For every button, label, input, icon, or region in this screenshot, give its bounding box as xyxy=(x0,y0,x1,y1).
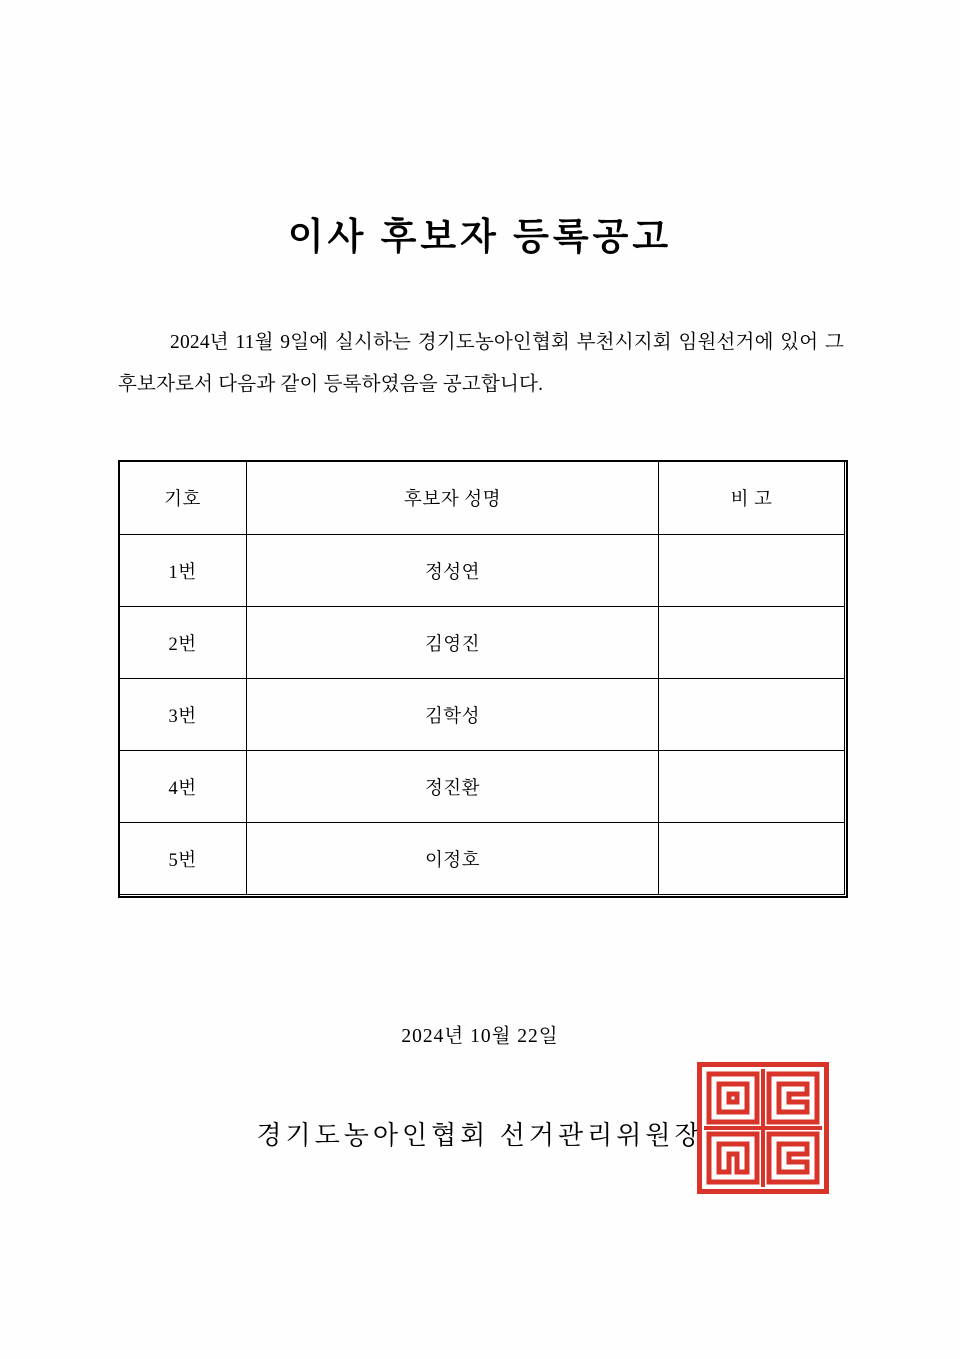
cell-number: 5번 xyxy=(119,823,247,895)
cell-note xyxy=(659,607,845,679)
paragraph-text: 2024년 11월 9일에 실시하는 경기도농아인협회 부천시지회 임원선거에 있어 그 후보자로서 다음과 같이 등록하였음을 공고합니다. xyxy=(118,332,844,395)
table-row xyxy=(119,823,845,895)
table-row xyxy=(119,751,845,823)
page-title: 이사 후보자 등록공고 xyxy=(287,217,673,258)
header-cell-number: 기호 xyxy=(119,461,247,535)
cell-number: 3번 xyxy=(119,679,247,751)
cell-note xyxy=(659,751,845,823)
cell-name: 이정호 xyxy=(247,823,659,895)
issue-date: 2024년 10월 22일 xyxy=(401,1026,559,1047)
cell-note xyxy=(659,535,845,607)
official-seal-stamp xyxy=(697,1062,829,1194)
table-row xyxy=(119,607,845,679)
cell-name: 정진환 xyxy=(247,751,659,823)
table-row xyxy=(119,679,845,751)
cell-note xyxy=(659,679,845,751)
table-row xyxy=(119,535,845,607)
cell-name: 김영진 xyxy=(247,607,659,679)
cell-number: 4번 xyxy=(119,751,247,823)
candidate-table xyxy=(118,460,845,895)
cell-number: 1번 xyxy=(119,535,247,607)
header-cell-note: 비 고 xyxy=(659,461,845,535)
cell-name: 김학성 xyxy=(247,679,659,751)
issuer-signature: 경기도농아인협회 선거관리위원장 xyxy=(256,1121,704,1150)
announcement-paragraph xyxy=(118,322,844,406)
header-cell-name: 후보자 성명 xyxy=(247,461,659,535)
cell-note xyxy=(659,823,845,895)
cell-name: 정성연 xyxy=(247,535,659,607)
table-header-row xyxy=(119,461,845,535)
cell-number: 2번 xyxy=(119,607,247,679)
